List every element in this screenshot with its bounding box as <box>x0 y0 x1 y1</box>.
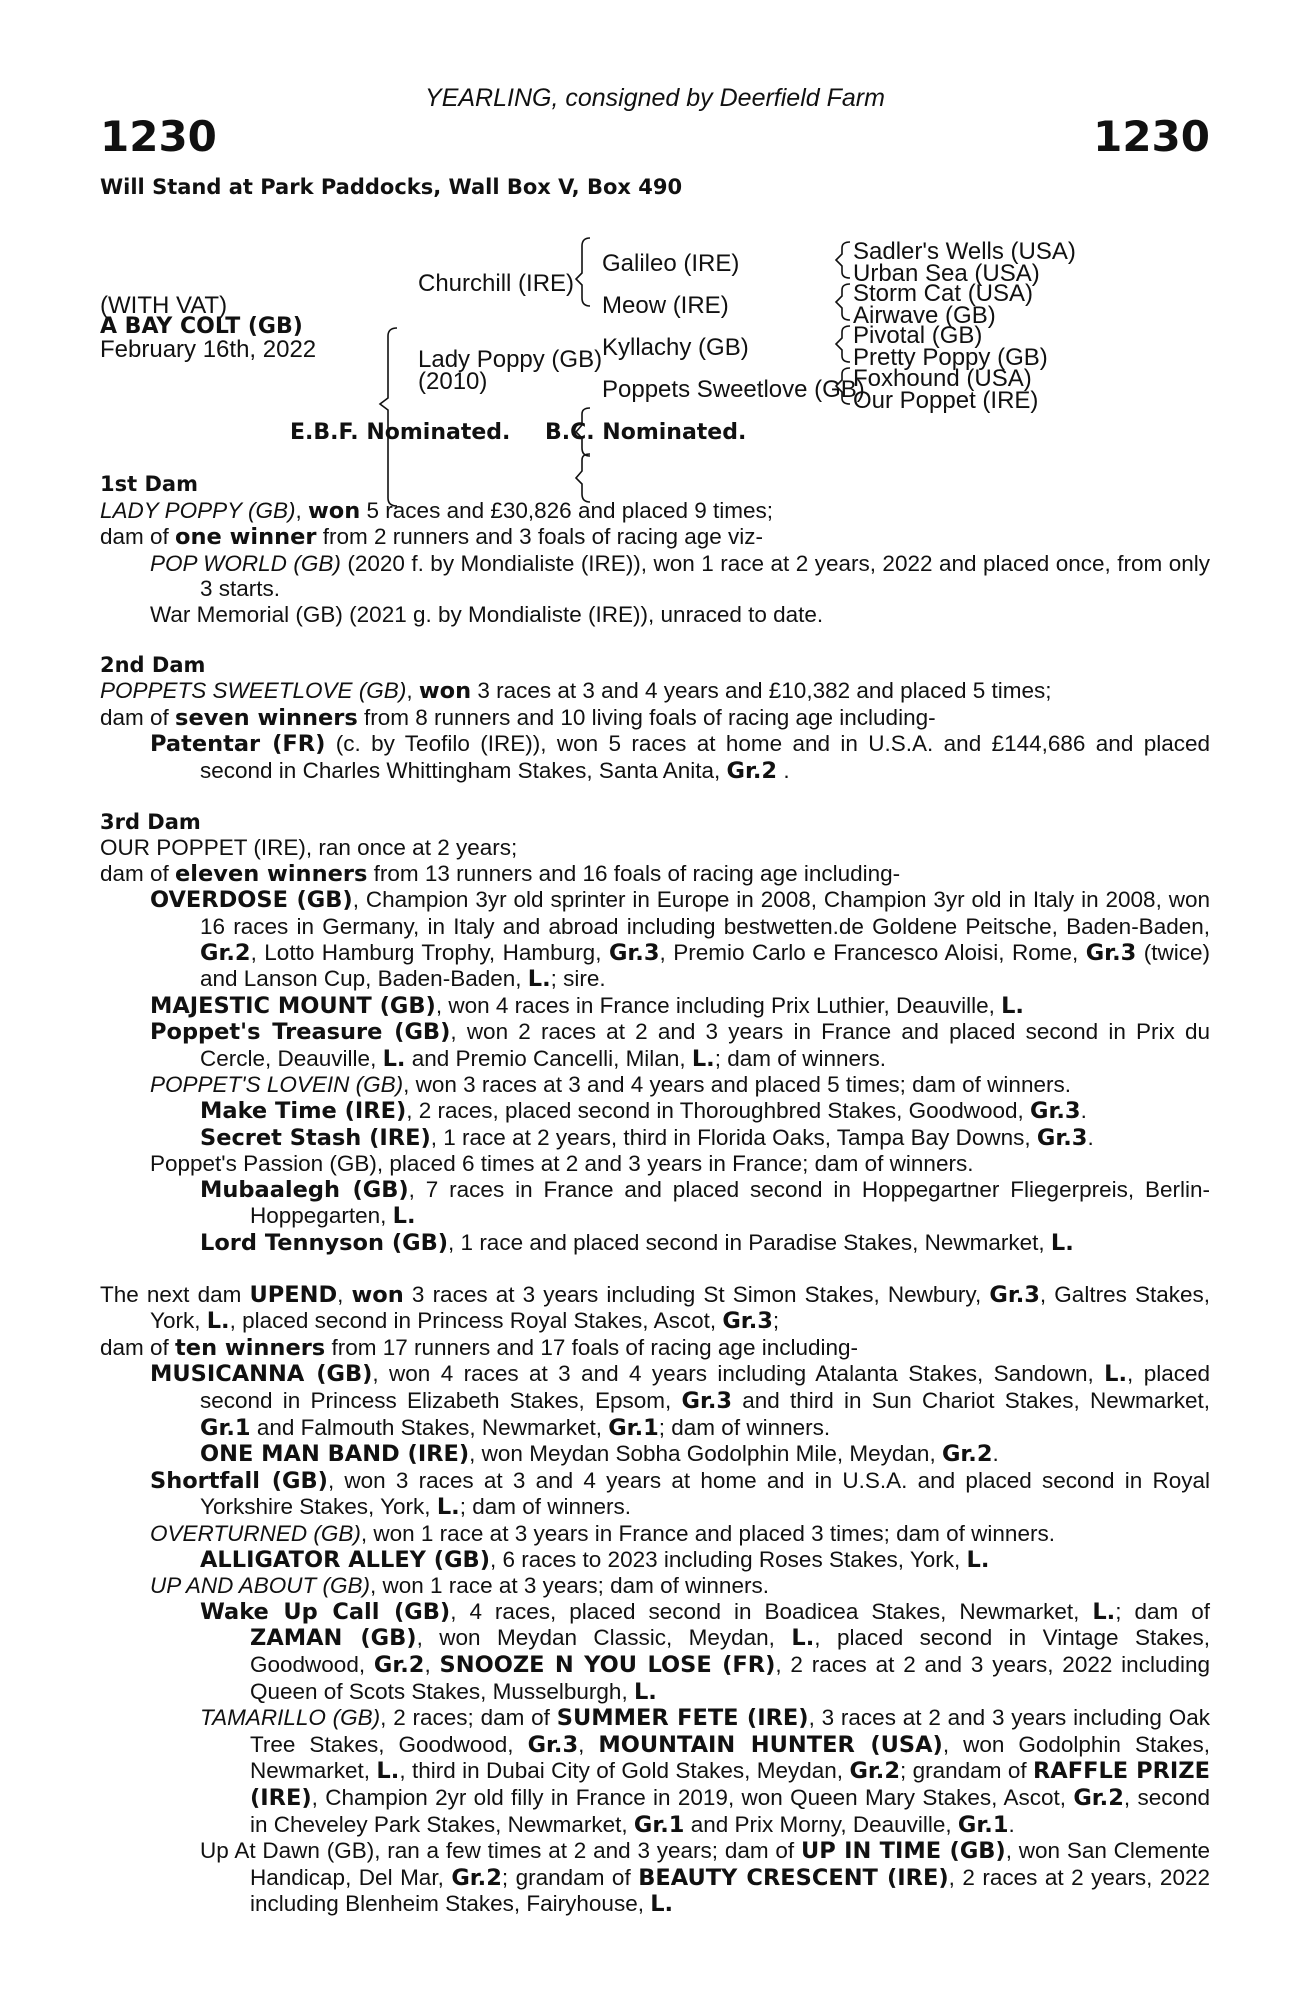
produce-make-time: Make Time (IRE), 2 races, placed second in Thoroughbred Stakes, Goodwood, Gr.3. <box>200 1098 1087 1125</box>
catalogue-body <box>100 472 1210 1918</box>
produce-wake-up-call: Wake Up Call (GB), 4 races, placed second in Boadicea Stakes, Newmarket, L.; dam of ZAMAN (GB), won Meydan Classic, Meydan, L., placed second in Vintage Stakes, Goodwood, Gr.2, SNOOZE N YOU LOSE (FR), 2 races at 2 and 3 years, 2022 including Queen of Scots Stakes, Musselburgh, L. <box>200 1598 1210 1705</box>
dam-sire: Kyllachy (GB) <box>602 334 749 361</box>
next-dam-line: The next dam UPEND, won 3 races at 3 years including St Simon Stakes, Newbury, Gr.3, Galtres Stakes, York, L., placed second in Princess Royal Stakes, Ascot, Gr.3; <box>100 1281 1211 1335</box>
second-dam-line: POPPETS SWEETLOVE (GB), won 3 races at 3 and 4 years and £10,382 and placed 5 times; <box>100 678 1052 705</box>
produce-secret-stash: Secret Stash (IRE), 1 race at 2 years, third in Florida Oaks, Tampa Bay Downs, Gr.3. <box>200 1124 1094 1151</box>
produce-overdose: OVERDOSE (GB), Champion 3yr old sprinter in Europe in 2008, Champion 3yr old in Italy in 2008, won 16 races in Germany, in Italy and abroad including bestwetten.de Goldene Peitsche, Baden-Baden, Gr.2, Lotto Hamburg Trophy, Hamburg, Gr.3, Premio Carlo e Francesco Aloisi, Rome, Gr.3 (twice) and Lanson Cup, Baden-Baden, L.; sire. <box>150 887 1211 993</box>
consignment-line: YEARLING, consigned by Deerfield Farm <box>425 84 885 112</box>
sire-sire: Galileo (IRE) <box>602 250 740 277</box>
foaling-date: February 16th, 2022 <box>100 336 317 363</box>
produce-patentar: Patentar (FR) (c. by Teofilo (IRE)), won 5 races at home and in U.S.A. and £144,686 and placed second in Charles Whittingham Stakes, Santa Anita, Gr.2 . <box>150 731 1210 784</box>
gen3-1: Sadler's Wells (USA) <box>853 238 1076 265</box>
first-dam-heading: 1st Dam <box>100 472 198 496</box>
next-dam-produce: dam of ten winners from 17 runners and 17 foals of racing age including- <box>100 1334 859 1361</box>
produce-poppets-passion: Poppet's Passion (GB), placed 6 times at 2 and 3 years in France; dam of winners. <box>150 1151 974 1177</box>
produce-tamarillo: TAMARILLO (GB), 2 races; dam of SUMMER FETE (IRE), 3 races at 2 and 3 years including Oak Tree Stakes, Goodwood, Gr.3, MOUNTAIN HUNTER (USA), won Godolphin Stakes, Newmarket, L., third in Dubai City of Gold Stakes, Meydan, Gr.2; grandam of RAFFLE PRIZE (IRE), Champion 2yr old filly in France in 2019, won Queen Mary Stakes, Ascot, Gr.2, second in Cheveley Park Stakes, Newmarket, Gr.1 and Prix Morny, Deauville, Gr.1. <box>200 1705 1211 1838</box>
gen3-7: Foxhound (USA) <box>853 365 1032 392</box>
produce-mubaalegh: Mubaalegh (GB), 7 races in France and placed second in Hoppegartner Fliegerpreis, Berlin-Hoppegarten, L. <box>200 1176 1211 1230</box>
bc-nomination: B.C. Nominated. <box>545 420 747 445</box>
dam-dam: Poppets Sweetlove (GB) <box>602 376 865 403</box>
sire-dam: Meow (IRE) <box>602 292 729 319</box>
dam: Lady Poppy (GB) <box>418 346 603 373</box>
lot-number-right: 1230 <box>1093 112 1210 161</box>
sire: Churchill (IRE) <box>418 270 575 297</box>
first-dam-produce: dam of one winner from 2 runners and 3 foals of racing age viz- <box>100 524 763 551</box>
horse-name: A BAY COLT (GB) <box>100 314 303 339</box>
stand-location: Will Stand at Park Paddocks, Wall Box V, Box 490 <box>100 175 683 199</box>
produce-overturned: OVERTURNED (GB), won 1 race at 3 years in France and placed 3 times; dam of winners. <box>150 1520 1055 1546</box>
produce-shortfall: Shortfall (GB), won 3 races at 3 and 4 years at home and in U.S.A. and placed second in Royal Yorkshire Stakes, York, L.; dam of winners. <box>150 1467 1211 1521</box>
gen3-6: Pretty Poppy (GB) <box>853 344 1048 371</box>
produce-musicanna: MUSICANNA (GB), won 4 races at 3 and 4 years including Atalanta Stakes, Sandown, L., placed second in Princess Elizabeth Stakes, Epsom, Gr.3 and third in Sun Chariot Stakes, Newmarket, Gr.1 and Falmouth Stakes, Newmarket, Gr.1; dam of winners. <box>150 1361 1210 1441</box>
produce-pop-world: POP WORLD (GB) (2020 f. by Mondialiste (IRE)), won 1 race at 2 years, 2022 and placed once, from only 3 starts. <box>150 550 1210 602</box>
produce-alligator-alley: ALLIGATOR ALLEY (GB), 6 races to 2023 including Roses Stakes, York, L. <box>200 1546 990 1573</box>
gen3-5: Pivotal (GB) <box>853 322 983 349</box>
third-dam-line: OUR POPPET (IRE), ran once at 2 years; <box>100 835 518 861</box>
produce-poppets-treasure: Poppet's Treasure (GB), won 2 races at 2 and 3 years in France and placed second in Prix du Cercle, Deauville, L. and Premio Cancelli, Milan, L.; dam of winners. <box>150 1019 1211 1072</box>
dam-year: (2010) <box>418 368 488 395</box>
gen3-2: Urban Sea (USA) <box>853 260 1040 287</box>
produce-majestic-mount: MAJESTIC MOUNT (GB), won 4 races in France including Prix Luthier, Deauville, L. <box>150 992 1024 1019</box>
vat-note: (WITH VAT) <box>100 292 228 319</box>
third-dam-produce: dam of eleven winners from 13 runners and 16 foals of racing age including- <box>100 860 901 887</box>
produce-one-man-band: ONE MAN BAND (IRE), won Meydan Sobha Godolphin Mile, Meydan, Gr.2. <box>200 1441 999 1468</box>
third-dam-heading: 3rd Dam <box>100 809 201 834</box>
produce-war-memorial: War Memorial (GB) (2021 g. by Mondialiste (IRE)), unraced to date. <box>150 601 824 627</box>
second-dam-produce: dam of seven winners from 8 runners and 10 living foals of racing age including- <box>100 704 936 731</box>
second-dam-heading: 2nd Dam <box>100 652 206 677</box>
lot-number-left: 1230 <box>100 112 217 161</box>
first-dam-line: LADY POPPY (GB), won 5 races and £30,826 and placed 9 times; <box>100 497 774 524</box>
pedigree-table <box>100 200 1210 510</box>
gen3-3: Storm Cat (USA) <box>853 280 1034 307</box>
ebf-nomination: E.B.F. Nominated. <box>290 420 511 445</box>
produce-poppets-lovein: POPPET'S LOVEIN (GB), won 3 races at 3 and 4 years and placed 5 times; dam of winners. <box>150 1072 1071 1098</box>
gen3-8: Our Poppet (IRE) <box>853 387 1039 414</box>
produce-lord-tennyson: Lord Tennyson (GB), 1 race and placed second in Paradise Stakes, Newmarket, L. <box>200 1230 1074 1257</box>
produce-up-and-about: UP AND ABOUT (GB), won 1 race at 3 years; dam of winners. <box>150 1573 769 1599</box>
gen3-4: Airwave (GB) <box>853 302 996 329</box>
produce-up-at-dawn: Up At Dawn (GB), ran a few times at 2 and 3 years; dam of UP IN TIME (GB), won San Clemente Handicap, Del Mar, Gr.2; grandam of BEAUTY CRESCENT (IRE), 2 races at 2 years, 2022 including Blenheim Stakes, Fairyhouse, L. <box>200 1838 1210 1918</box>
